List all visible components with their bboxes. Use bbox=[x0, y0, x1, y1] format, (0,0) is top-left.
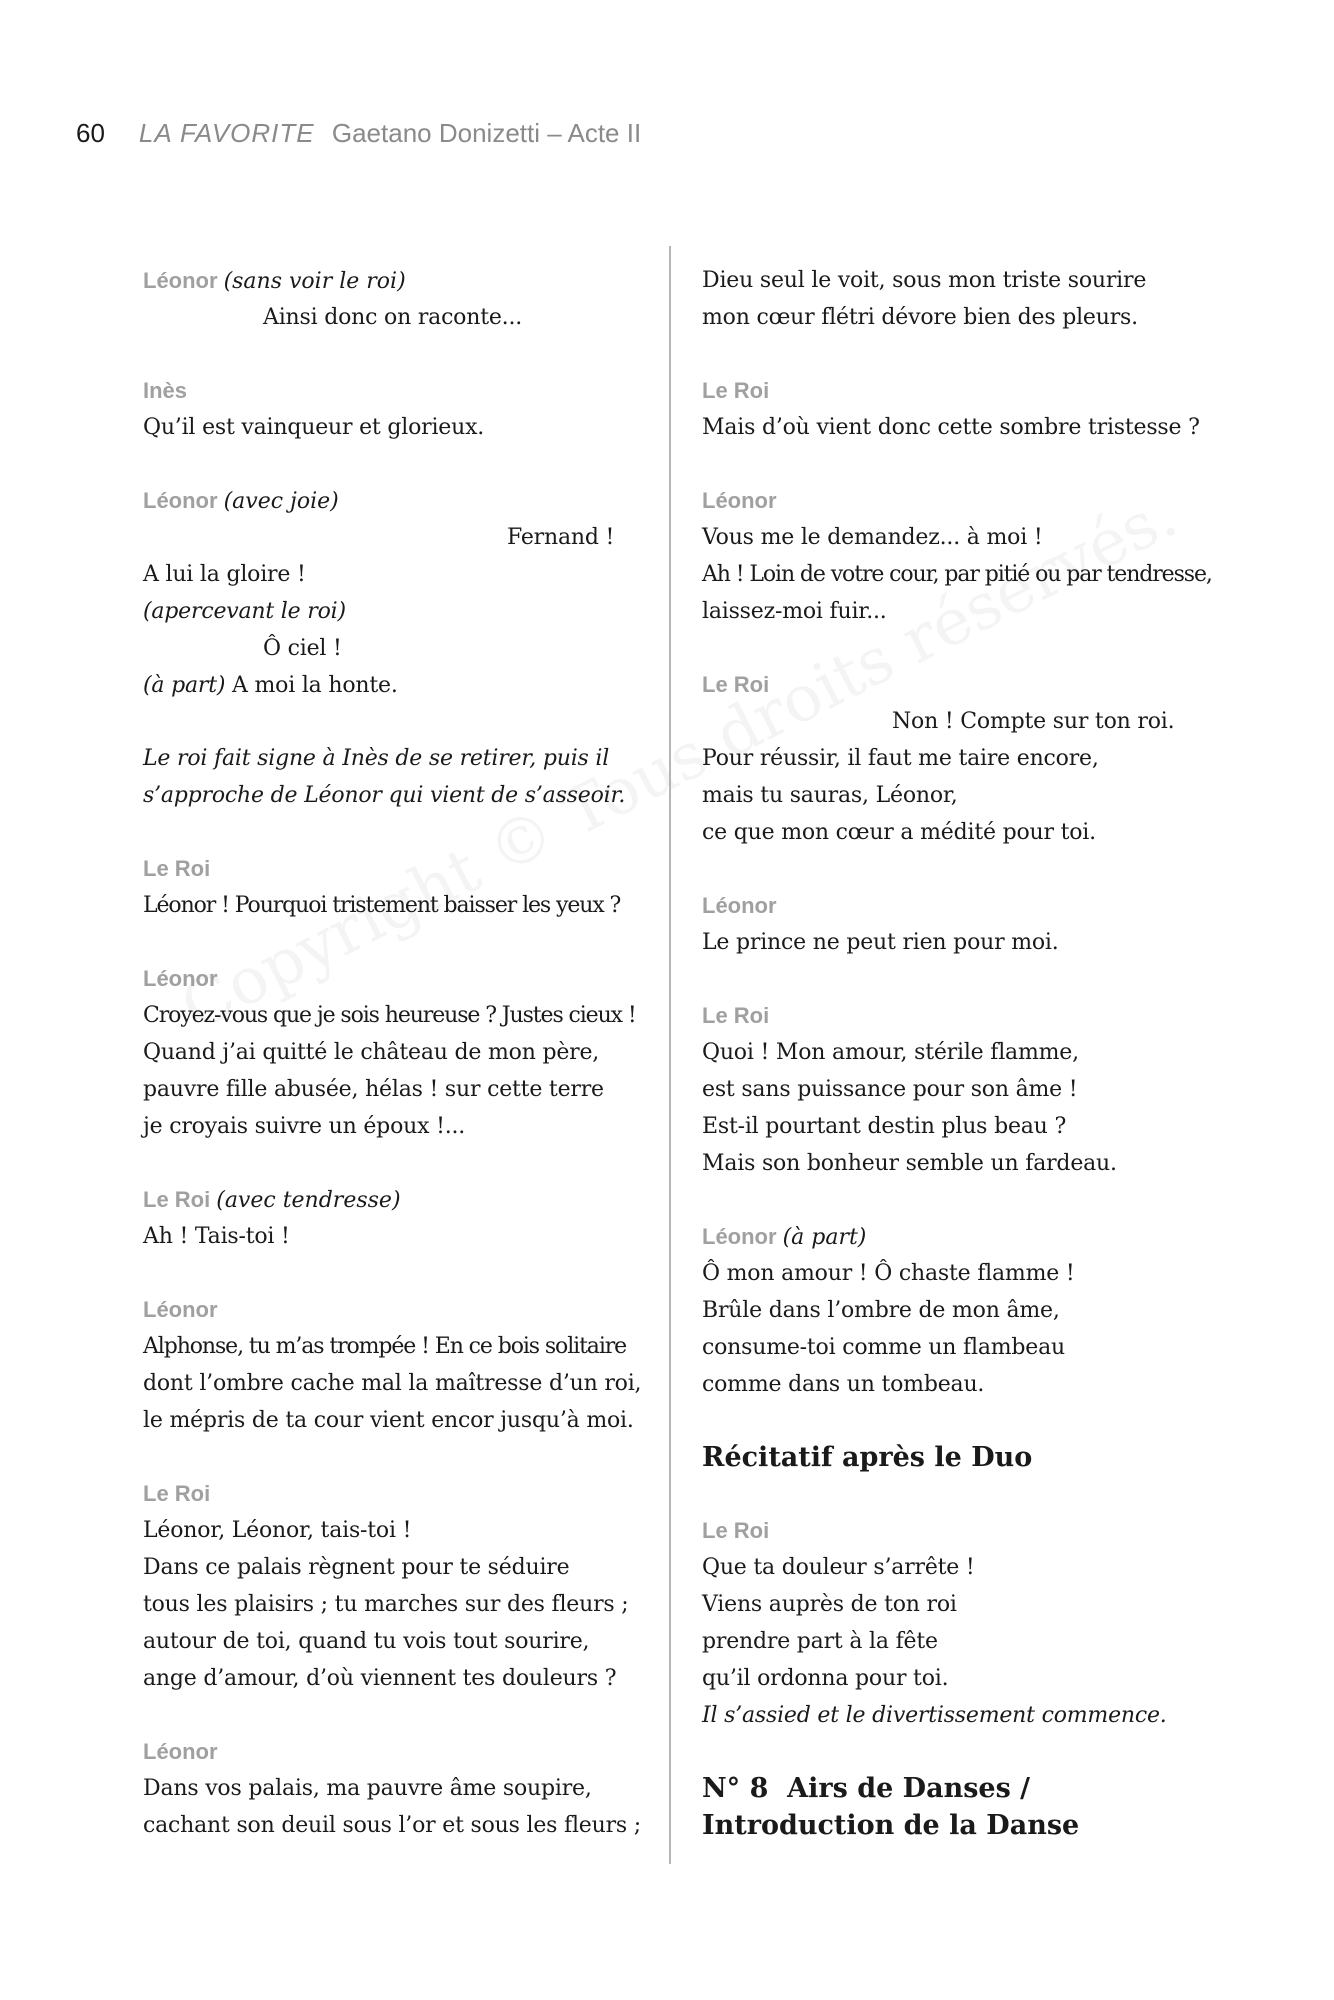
page-number: 60 bbox=[76, 118, 105, 148]
verse-line: comme dans un tombeau. bbox=[702, 1372, 985, 1397]
dialogue-block bbox=[143, 1733, 643, 1844]
dialogue-block bbox=[702, 887, 1202, 961]
stage-direction: (avec joie) bbox=[223, 489, 339, 514]
stage-direction-block bbox=[143, 740, 643, 814]
verse-line: Ah ! Loin de votre cour, par pitié ou par tendresse, bbox=[702, 562, 1212, 587]
verse-line: autour de toi, quand tu vois tout sourire, bbox=[143, 1629, 590, 1654]
verse-line: laissez-moi fuir... bbox=[702, 599, 887, 624]
verse-line: Viens auprès de ton roi bbox=[702, 1592, 957, 1617]
verse-line: le mépris de ta cour vient encor jusqu’à moi. bbox=[143, 1408, 634, 1433]
verse-line: Alphonse, tu m’as trompée ! En ce bois solitaire bbox=[143, 1334, 627, 1359]
dialogue-block bbox=[702, 1218, 1202, 1403]
verse-line: Croyez-vous que je sois heureuse ? Justes cieux ! bbox=[143, 1003, 636, 1028]
stage-direction-line: s’approche de Léonor qui vient de s’asseoir. bbox=[143, 783, 626, 808]
dialogue-block bbox=[143, 1181, 643, 1255]
verse-line: pauvre fille abusée, hélas ! sur cette terre bbox=[143, 1077, 604, 1102]
speaker-name: Léonor bbox=[143, 1739, 218, 1764]
verse-line: Mais d’où vient donc cette sombre tristesse ? bbox=[702, 415, 1200, 440]
verse-line: Est-il pourtant destin plus beau ? bbox=[702, 1114, 1067, 1139]
dialogue-block bbox=[143, 372, 643, 446]
running-header bbox=[76, 118, 641, 149]
verse-line: Mais son bonheur semble un fardeau. bbox=[702, 1151, 1117, 1176]
speaker-name: Le Roi bbox=[702, 1003, 770, 1028]
verse-line: Le prince ne peut rien pour moi. bbox=[702, 930, 1059, 955]
stage-direction: (à part) bbox=[782, 1225, 867, 1250]
verse-line: mais tu sauras, Léonor, bbox=[702, 783, 958, 808]
verse-line: A lui la gloire ! bbox=[143, 562, 306, 587]
section-heading-line: N° 8 Airs de Danses / bbox=[702, 1773, 1031, 1804]
stage-direction-line: Le roi fait signe à Inès de se retirer, puis il bbox=[143, 746, 610, 771]
dialogue-block bbox=[143, 1475, 643, 1697]
dialogue-block bbox=[702, 997, 1202, 1182]
verse-line: Non ! Compte sur ton roi. bbox=[892, 709, 1175, 734]
section-heading: Récitatif après le Duo bbox=[702, 1442, 1033, 1473]
column-divider bbox=[669, 246, 671, 1864]
header-subtitle: Gaetano Donizetti – Acte II bbox=[331, 118, 642, 148]
dialogue-block bbox=[702, 262, 1202, 336]
verse-line: Ô ciel ! bbox=[263, 636, 342, 661]
left-column bbox=[143, 262, 643, 1880]
dialogue-block bbox=[702, 482, 1212, 630]
verse-line: est sans puissance pour son âme ! bbox=[702, 1077, 1078, 1102]
speaker-name: Léonor (avec joie) bbox=[143, 488, 339, 514]
speaker-name: Le Roi bbox=[143, 1481, 211, 1506]
speaker-name: Le Roi bbox=[143, 856, 211, 881]
section-heading bbox=[702, 1770, 1202, 1844]
verse-line: Vous me le demandez... à moi ! bbox=[702, 525, 1043, 550]
speaker-name: Le Roi bbox=[702, 378, 770, 403]
stage-direction: (apercevant le roi) bbox=[143, 599, 346, 624]
dialogue-block bbox=[143, 262, 643, 336]
verse-line: cachant son deuil sous l’or et sous les fleurs ; bbox=[143, 1813, 642, 1838]
verse-line: ange d’amour, d’où viennent tes douleurs ? bbox=[143, 1666, 617, 1691]
verse-line: Léonor, Léonor, tais-toi ! bbox=[143, 1518, 412, 1543]
verse-line: qu’il ordonna pour toi. bbox=[702, 1666, 949, 1691]
stage-direction-line: Il s’assied et le divertissement commence. bbox=[702, 1703, 1167, 1728]
verse-line: ce que mon cœur a médité pour toi. bbox=[702, 820, 1096, 845]
dialogue-block bbox=[702, 372, 1202, 446]
verse-line: Dans ce palais règnent pour te séduire bbox=[143, 1555, 570, 1580]
speaker-name: Léonor (à part) bbox=[702, 1224, 867, 1250]
dialogue-block bbox=[702, 1512, 1202, 1734]
speaker-name: Léonor bbox=[143, 966, 218, 991]
verse-line: Que ta douleur s’arrête ! bbox=[702, 1555, 975, 1580]
verse-line: je croyais suivre un époux !... bbox=[143, 1114, 466, 1139]
verse-line: Fernand ! bbox=[507, 525, 615, 550]
verse-line: Brûle dans l’ombre de mon âme, bbox=[702, 1298, 1060, 1323]
dialogue-block bbox=[143, 482, 643, 704]
verse-line: dont l’ombre cache mal la maîtresse d’un roi, bbox=[143, 1371, 642, 1396]
speaker-name: Léonor bbox=[702, 893, 777, 918]
speaker-name: Léonor bbox=[143, 1297, 218, 1322]
speaker-name: Inès bbox=[143, 378, 188, 403]
right-column bbox=[702, 262, 1212, 1844]
dialogue-block bbox=[702, 666, 1202, 851]
verse-line: Quoi ! Mon amour, stérile flamme, bbox=[702, 1040, 1079, 1065]
verse-line: Ainsi donc on raconte... bbox=[263, 305, 523, 330]
verse-line: tous les plaisirs ; tu marches sur des fleurs ; bbox=[143, 1592, 629, 1617]
verse-line: mon cœur flétri dévore bien des pleurs. bbox=[702, 305, 1138, 330]
speaker-name: Le Roi bbox=[702, 672, 770, 697]
speaker-name: Léonor (sans voir le roi) bbox=[143, 268, 406, 294]
verse-line: Pour réussir, il faut me taire encore, bbox=[702, 746, 1099, 771]
dialogue-block bbox=[143, 850, 643, 924]
verse-line: Ah ! Tais-toi ! bbox=[143, 1224, 290, 1249]
verse-line: (à part) A moi la honte. bbox=[143, 673, 398, 698]
stage-direction: (à part) bbox=[143, 673, 226, 698]
verse-line: prendre part à la fête bbox=[702, 1629, 938, 1654]
verse-line: Ô mon amour ! Ô chaste flamme ! bbox=[702, 1261, 1075, 1286]
opera-title: LA FAVORITE bbox=[138, 118, 315, 148]
section-heading-line: Introduction de la Danse bbox=[702, 1810, 1080, 1841]
speaker-name: Le Roi (avec tendresse) bbox=[143, 1187, 401, 1213]
verse-line: consume-toi comme un flambeau bbox=[702, 1335, 1066, 1360]
verse-line: Qu’il est vainqueur et glorieux. bbox=[143, 415, 485, 440]
stage-direction: (avec tendresse) bbox=[216, 1188, 401, 1213]
verse-line: Dans vos palais, ma pauvre âme soupire, bbox=[143, 1776, 592, 1801]
speaker-name: Le Roi bbox=[702, 1518, 770, 1543]
speaker-name: Léonor bbox=[702, 488, 777, 513]
dialogue-block bbox=[143, 960, 643, 1145]
verse-line: Quand j’ai quitté le château de mon père, bbox=[143, 1040, 600, 1065]
stage-direction: (sans voir le roi) bbox=[223, 269, 406, 294]
verse-line: Dieu seul le voit, sous mon triste sourire bbox=[702, 268, 1147, 293]
verse-line: Léonor ! Pourquoi tristement baisser les yeux ? bbox=[143, 893, 621, 918]
dialogue-block bbox=[143, 1291, 643, 1439]
